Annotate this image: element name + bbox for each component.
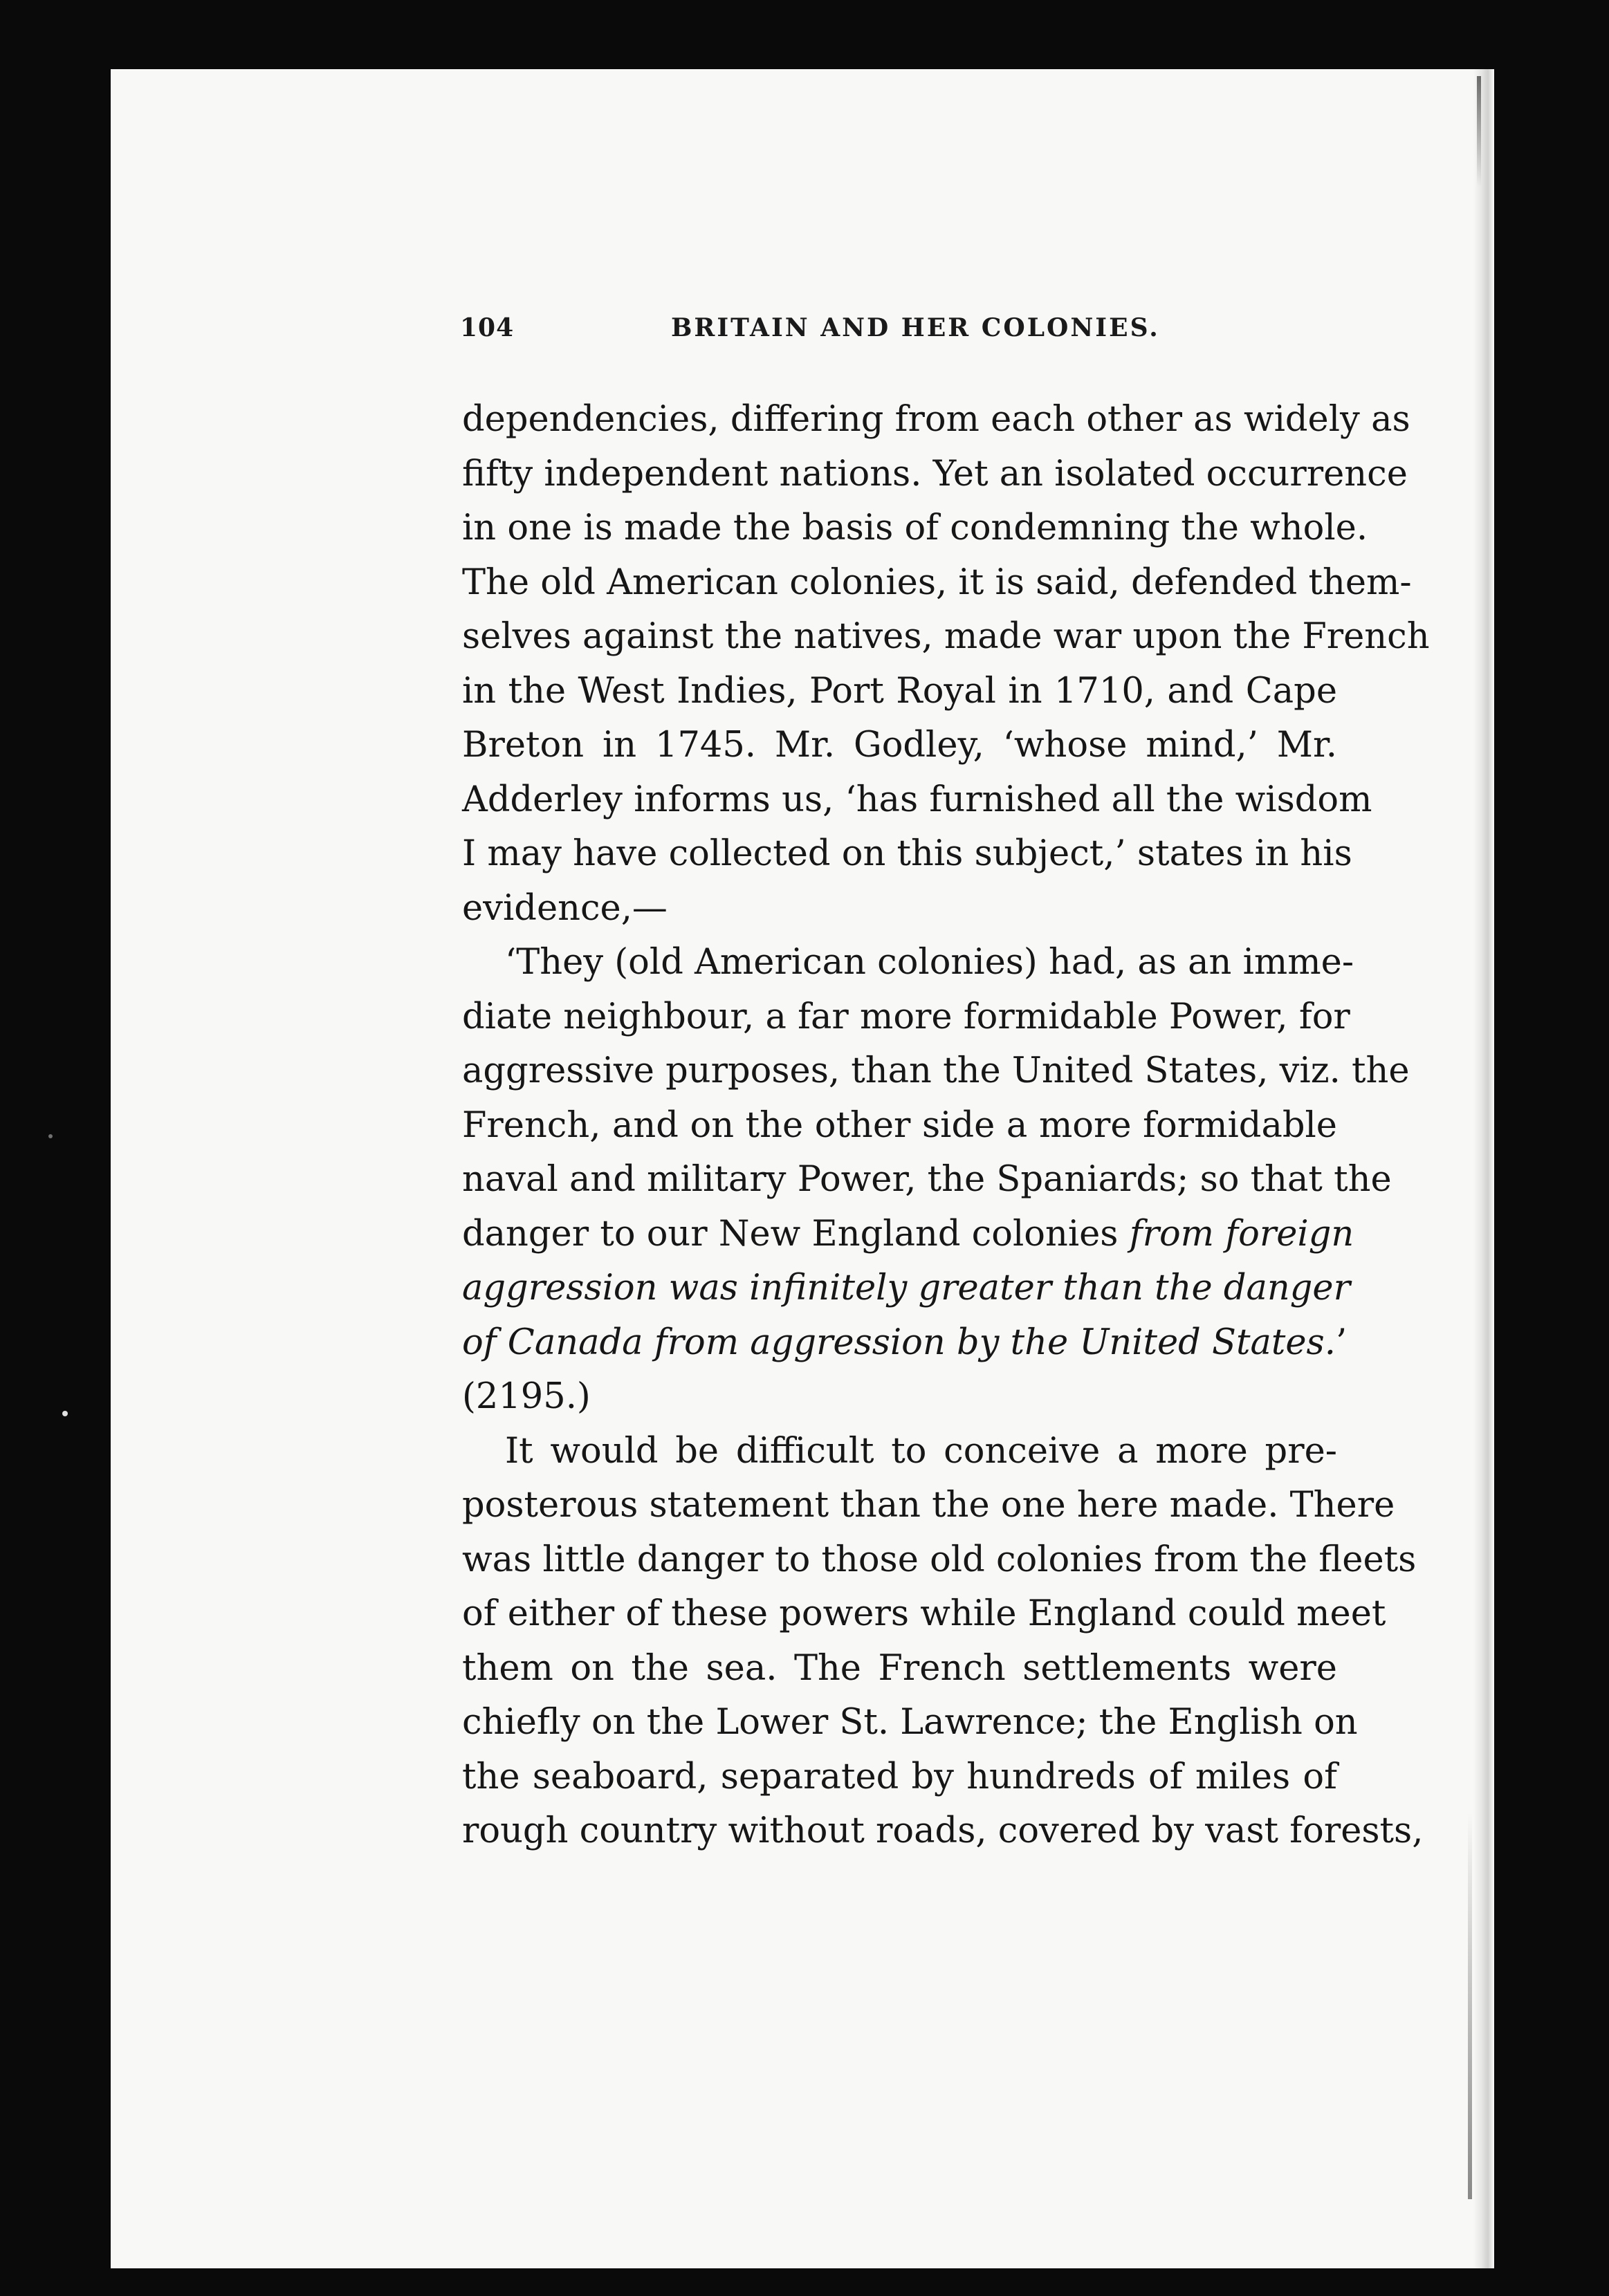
quote-italic-segment: of Canada from aggression by the United States. [462, 1322, 1336, 1363]
text-line: in the West Indies, Port Royal in 1710, and Cape [462, 670, 1337, 712]
speck [48, 1134, 53, 1138]
text-line: in one is made the basis of condemning the whole. [462, 508, 1368, 548]
text-line: chiefly on the Lower St. Lawrence; the English on [462, 1702, 1358, 1743]
text-line: It would be difficult to conceive a more pre- [505, 1430, 1337, 1472]
text-line: Breton in 1745. Mr. Godley, ‘whose mind,’ Mr. [462, 725, 1337, 766]
text-line: I may have collected on this subject,’ states in his [462, 833, 1352, 874]
quote-line [462, 1207, 1354, 1262]
quote-line: ‘They (old American colonies) had, as an imme- [505, 942, 1354, 983]
page-gutter [1473, 69, 1494, 2268]
citation: (2195.) [462, 1376, 591, 1417]
quote-roman-segment: danger to our New England colonies [462, 1213, 1130, 1255]
quote-italic-segment: from foreign [1129, 1213, 1354, 1255]
text-line: them on the sea. The French settlements were [462, 1647, 1337, 1689]
speck [62, 1411, 68, 1416]
text-line: dependencies, differing from each other as widely as [462, 399, 1410, 440]
page-number: 104 [460, 313, 515, 342]
quote-line [462, 1316, 1348, 1371]
running-title: BRITAIN AND HER COLONIES. [671, 313, 1160, 342]
body-text [462, 393, 1430, 1859]
closing-quote: ’ [1335, 1322, 1348, 1363]
text-line: Adderley informs us, ‘has furnished all the wisdom [462, 779, 1372, 820]
text-line: the seaboard, separated by hundreds of miles of [462, 1756, 1337, 1797]
text-line: fifty independent nations. Yet an isolated occurrence [462, 453, 1408, 494]
running-head [460, 313, 1169, 348]
binding-shadow [1468, 1812, 1472, 2199]
quote-line: diate neighbour, a far more formidable Power, for [462, 996, 1350, 1037]
quote-line: aggressive purposes, than the United States, viz. the [462, 1050, 1410, 1091]
text-line: The old American colonies, it is said, defended them- [462, 562, 1412, 603]
quote-italic-line: aggression was infinitely greater than the danger [462, 1268, 1350, 1308]
text-line: posterous statement than the one here made. There [462, 1485, 1395, 1526]
quote-line: French, and on the other side a more formidable [462, 1104, 1337, 1146]
text-line: was little danger to those old colonies from the fleets [462, 1539, 1417, 1580]
binding-shadow-top [1477, 76, 1481, 187]
text-line: evidence,— [462, 887, 668, 929]
text-line: rough country without roads, covered by vast forests, [462, 1811, 1424, 1851]
text-line: selves against the natives, made war upon the French [462, 616, 1430, 657]
quote-line: naval and military Power, the Spaniards; so that the [462, 1159, 1392, 1200]
text-line: of either of these powers while England could meet [462, 1593, 1386, 1634]
